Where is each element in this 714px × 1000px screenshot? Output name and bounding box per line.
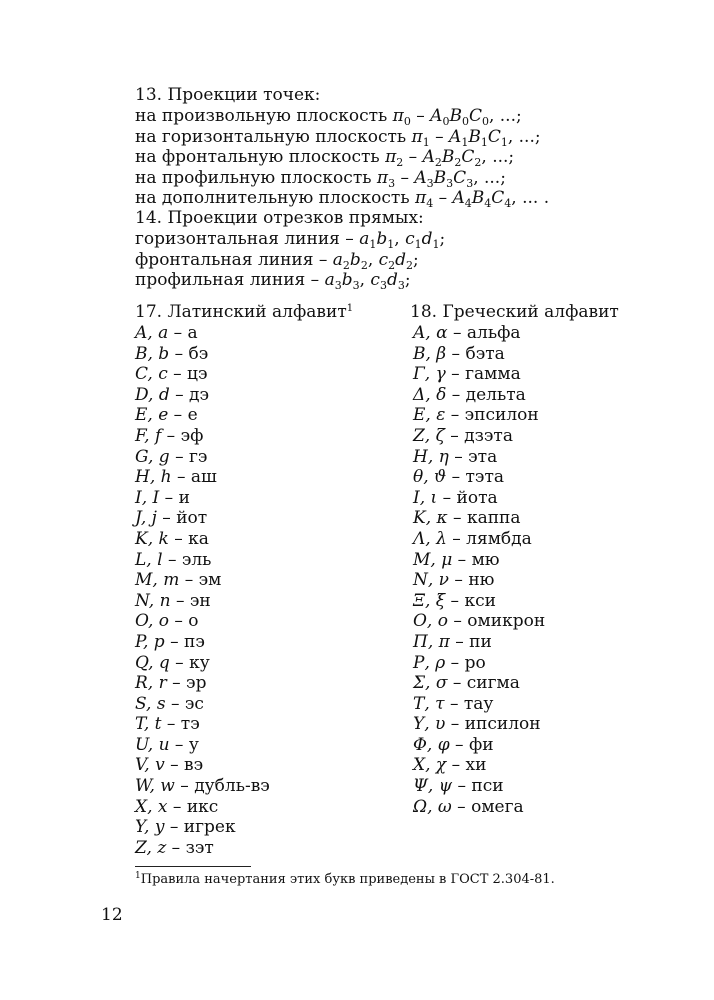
latin-letter: I, I [135,487,160,508]
footnote-mark: 1 [135,871,141,881]
latin-letter: Y, y [135,817,165,838]
greek-letter: Ο, ο [413,611,448,632]
greek-letter-row: Σ, σ – сигма [413,673,520,694]
greek-letter-row: Ζ, ζ – дзэта [413,425,513,446]
greek-letter-row: Χ, χ – хи [413,755,487,776]
latin-letter-row: E, e – е [135,405,198,426]
greek-letter-name: сигма [466,673,520,694]
latin-letter: S, s [135,693,166,714]
latin-letter: O, o [135,611,169,632]
latin-letter-name: тэ [180,714,200,735]
greek-letter-name: хи [465,755,487,776]
greek-letter-row: Υ, υ – ипсилон [413,714,541,735]
latin-letter-row: T, t – тэ [135,714,200,735]
latin-letter-row: L, l – эль [135,549,212,570]
latin-letter-row: Z, z – зэт [135,837,214,858]
latin-letter-name: игрек [183,817,236,838]
latin-letter-name: и [178,487,190,508]
latin-letter-row: V, v – вэ [135,755,204,776]
latin-letter: M, m [135,570,180,591]
latin-letter-name: о [188,611,199,632]
latin-letter-name: эс [184,693,204,714]
greek-letter-name: каппа [466,508,521,529]
greek-letter-row: Β, β – бэта [413,343,505,364]
latin-letter-name: зэт [185,837,214,858]
latin-letter-name: пэ [184,631,205,652]
latin-letter-row: G, g – гэ [135,446,208,467]
segment-projection-line: профильная линия – $a_3b_3$, $c_3d_3$; [135,270,411,292]
projection-line: на профильную плоскость $\pi_3 - A_3B_3C_3$, ...; [135,167,506,190]
greek-letter-row: Ξ, ξ – кси [413,590,496,611]
latin-letter-row: D, d – дэ [135,384,210,405]
greek-letter: Μ, μ [413,549,453,570]
greek-letter-name: лямбда [466,528,532,549]
latin-letter: R, r [135,673,167,694]
latin-letter-name: ка [188,528,209,549]
latin-letter-name: гэ [188,446,208,467]
greek-letter-row: Κ, κ – каппа [413,508,521,529]
latin-letter-row: O, o – о [135,611,199,632]
latin-letter-row: Y, y – игрек [135,817,236,838]
segment-projection-line: горизонтальная линия – $a_1b_1$, $c_1d_1$; [135,229,446,251]
latin-letter-row: A, a – а [135,323,198,343]
greek-letter-name: омикрон [467,611,546,632]
latin-alphabet-title: 17. Латинский алфавит$^1$ [135,302,354,322]
greek-alphabet-list [413,323,545,817]
greek-letter-row: Η, η – эта [413,446,498,467]
greek-letter-row: Γ, γ – гамма [413,364,521,385]
latin-letter: G, g [135,446,170,467]
latin-letter-row: H, h – аш [135,467,217,488]
greek-letter-row: Α, α – альфа [413,323,521,343]
greek-letter-row: Ν, ν – ню [413,570,495,591]
footnote-reference: 1 [346,303,354,314]
greek-letter: Υ, υ [413,714,446,735]
greek-letter-name: мю [471,549,500,570]
projection-line: на горизонтальную плоскость $\pi_1 - A_1B_1C_1$, ...; [135,126,541,149]
greek-alphabet-title: 18. Греческий алфавит [410,302,619,322]
latin-letter-row: U, u – у [135,734,199,755]
greek-letter: Ε, ε [413,405,446,426]
section-13-title: 13. Проекции точек: [135,85,321,105]
greek-letter: Ρ, ρ [413,652,446,673]
greek-letter-name: дзэта [464,425,513,446]
latin-letter: D, d [135,384,170,405]
latin-letter-name: эм [198,570,222,591]
greek-letter-row: Τ, τ – тау [413,693,494,714]
latin-letter-row: Q, q – ку [135,652,210,673]
latin-letter: X, x [135,796,168,817]
latin-letter-name: эн [189,590,211,611]
greek-letter-row: Ρ, ρ – ро [413,652,486,673]
greek-letter: Ζ, ζ [413,425,445,446]
greek-letter-row: θ, ϑ – тэта [413,467,504,488]
latin-letter-name: а [187,323,198,343]
greek-letter-name: ро [464,652,486,673]
greek-letter-name: эпсилон [464,405,539,426]
latin-letter-row: X, x – икс [135,796,219,817]
greek-letter: θ, ϑ [413,467,447,488]
latin-letter-name: е [187,405,198,426]
greek-letter-row: Ψ, ψ – пси [413,776,504,797]
greek-letter-row: Ι, ι – йота [413,487,498,508]
greek-letter-name: пи [469,631,492,652]
greek-letter: Β, β [413,343,447,364]
latin-letter: N, n [135,590,171,611]
latin-letter-name: йот [176,508,208,529]
latin-letter: T, t [135,714,162,735]
latin-letter-row: S, s – эс [135,693,204,714]
latin-letter-row: R, r – эр [135,673,207,694]
latin-letter: C, c [135,364,168,385]
greek-letter: Η, η [413,446,449,467]
greek-letter-row: Ε, ε – эпсилон [413,405,539,426]
latin-letter-row: P, p – пэ [135,631,205,652]
greek-letter: Ν, ν [413,570,450,591]
greek-letter: Γ, γ [413,364,446,385]
latin-letter-name: цэ [187,364,208,385]
greek-letter: Ξ, ξ [413,590,446,611]
latin-letter: P, p [135,631,165,652]
greek-letter: Σ, σ [413,673,448,694]
page-number: 12 [101,905,123,925]
latin-letter-row: B, b – бэ [135,343,209,364]
latin-letter: J, j [135,508,157,529]
latin-letter: Q, q [135,652,170,673]
latin-letter-row: J, j – йот [135,508,208,529]
latin-letter-name: аш [190,467,217,488]
footnote-text: Правила начертания этих букв приведены в ГОСТ 2.304-81. [140,872,555,887]
greek-letter-name: эта [468,446,498,467]
latin-letter: A, a [135,323,169,343]
greek-letter-name: пси [471,776,504,797]
greek-letter-name: йота [456,487,498,508]
projection-line: на фронтальную плоскость $\pi_2 - A_2B_2C_2$, ...; [135,147,515,169]
greek-letter-name: гамма [465,364,521,385]
greek-letter-name: ню [468,570,495,591]
greek-letter-row: Ω, ω – омега [413,796,524,817]
greek-letter: Λ, λ [413,528,447,549]
latin-letter-name: эль [181,549,212,570]
greek-letter-row: Φ, φ – фи [413,734,494,755]
footnote-rule [135,866,251,867]
latin-letter-name: бэ [188,343,209,364]
greek-letter: Ω, ω [413,796,452,817]
latin-letter-row: M, m – эм [135,570,222,591]
greek-letter-row: Δ, δ – дельта [413,384,526,405]
projection-line: на произвольную плоскость $\pi_0 - A_0B_0C_0$, ...; [135,106,522,128]
greek-letter-name: фи [468,734,494,755]
latin-letter: K, k [135,528,169,549]
latin-letter: L, l [135,549,163,570]
greek-letter: Π, π [413,631,450,652]
latin-letter-name: вэ [184,755,204,776]
segment-projection-line: фронтальная линия – $a_2b_2$, $c_2d_2$; [135,249,419,272]
latin-letter: B, b [135,343,170,364]
latin-letter-name: ку [189,652,210,673]
latin-letter: H, h [135,467,172,488]
latin-letter: V, v [135,755,165,776]
greek-letter-name: ипсилон [464,714,541,735]
greek-letter: Τ, τ [413,693,445,714]
greek-letter-row: Ο, ο – омикрон [413,611,546,632]
latin-letter-row: N, n – эн [135,590,211,611]
latin-letter: Z, z [135,837,167,858]
latin-letter-name: икс [186,796,219,817]
latin-letter-name: эф [180,425,204,446]
greek-letter-row: Π, π – пи [413,631,492,652]
greek-letter: Φ, φ [413,734,450,755]
greek-letter: Α, α [413,323,448,343]
projection-line: на дополнительную плоскость $\pi_4 - A_4B_4C_4$, ... . [135,188,550,210]
latin-letter: F, f [135,425,162,446]
latin-letter-name: эр [186,673,207,694]
latin-letter-row: F, f – эф [135,425,204,446]
latin-letter-row: W, w – дубль-вэ [135,776,270,797]
greek-letter: Χ, χ [413,755,447,776]
greek-letter: Ψ, ψ [413,776,453,797]
greek-letter-row: Λ, λ – лямбда [413,528,532,549]
latin-letter-row: I, I – и [135,487,190,508]
latin-letter: W, w [135,776,175,797]
latin-letter-name: дубль-вэ [194,776,270,797]
latin-letter-row: C, c – цэ [135,364,208,385]
greek-letter-name: бэта [465,343,505,364]
latin-letter: E, e [135,405,169,426]
greek-letter-name: кси [464,590,496,611]
latin-alphabet-list [135,323,270,858]
greek-letter-name: тэта [465,467,504,488]
greek-letter: Δ, δ [413,384,447,405]
latin-letter-name: у [188,734,199,755]
greek-letter-name: омега [471,796,524,817]
greek-letter-name: дельта [465,384,526,405]
greek-letter: Ι, ι [413,487,438,508]
greek-letter-row: Μ, μ – мю [413,549,500,570]
greek-letter-name: альфа [466,323,521,343]
latin-letter-row: K, k – ка [135,528,209,549]
latin-letter: U, u [135,734,170,755]
latin-letter-name: дэ [189,384,210,405]
greek-letter: Κ, κ [413,508,448,529]
greek-letter-name: тау [463,693,494,714]
section-14-title: 14. Проекции отрезков прямых: [135,208,424,228]
footnote [135,872,555,888]
